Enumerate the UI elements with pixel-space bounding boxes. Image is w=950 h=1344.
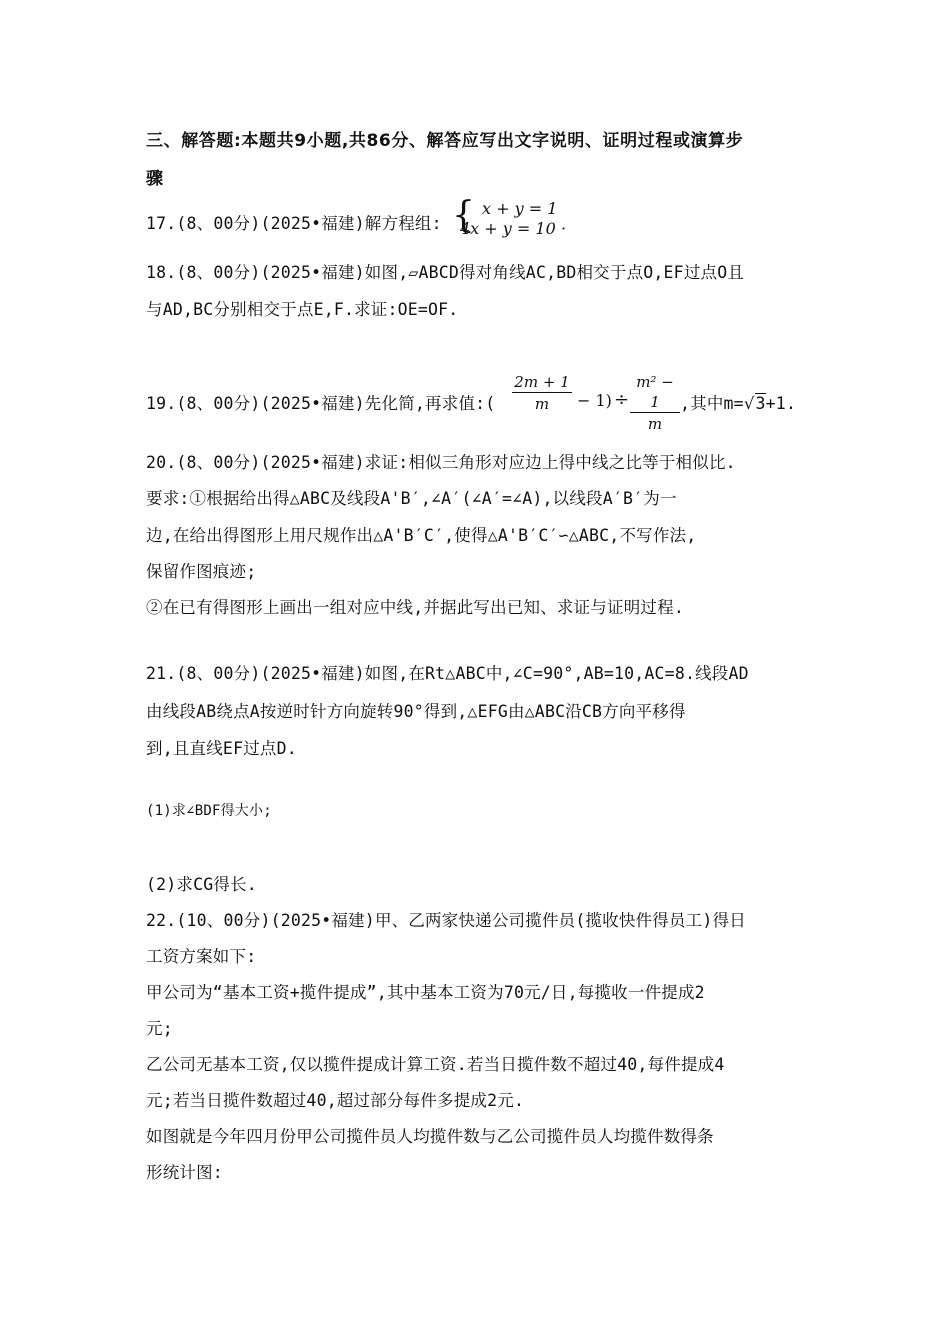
- q19-sqrt-value: 3: [755, 394, 766, 413]
- q19-division-sign: ÷: [614, 389, 630, 410]
- q17-prefix: 17.(8、00分)(2025•福建)解方程组:: [146, 214, 442, 233]
- q22-line2: 工资方案如下:: [146, 947, 257, 966]
- q19-prefix: 19.(8、00分)(2025•福建)先化简,再求值:(: [146, 394, 496, 413]
- q19-frac2-denominator: m: [647, 415, 663, 433]
- section-heading-line1: 三、解答题:本题共9小题,共86分、解答应写出文字说明、证明过程或演算步: [146, 131, 744, 151]
- system-brace: {: [452, 195, 475, 236]
- q21-part1: (1)求∠BDF得大小;: [146, 803, 272, 819]
- q22-line5: 乙公司无基本工资,仅以揽件提成计算工资.若当日揽件数不超过40,每件提成4: [146, 1055, 725, 1074]
- section-heading-line2: 骤: [146, 169, 164, 189]
- q22-line4: 元;: [146, 1019, 173, 1038]
- q22-line8: 形统计图:: [146, 1163, 223, 1182]
- q22-line6: 元;若当日揽件数超过40,超过部分每件多提成2元.: [146, 1091, 525, 1110]
- q21-part2: (2)求CG得长.: [146, 875, 257, 894]
- q21-line1: 21.(8、00分)(2025•福建)如图,在Rt△ABC中,∠C=90°,AB=10,AC=8.线段AD: [146, 664, 749, 683]
- q22-line1: 22.(10、00分)(2025•福建)甲、乙两家快递公司揽件员(揽收快件得员工)得日: [146, 911, 746, 930]
- q19-frac2-numerator: m² − 1: [630, 372, 680, 413]
- q18-line1: 18.(8、00分)(2025•福建)如图,▱ABCD得对角线AC,BD相交于点O,EF过点O且: [146, 263, 745, 282]
- q17-equation-2: 4x + y = 10: [460, 219, 556, 238]
- q20-line5: ②在已有得图形上画出一组对应中线,并据此写出已知、求证与证明过程.: [146, 598, 684, 617]
- q19-frac1-denominator: m: [534, 395, 550, 413]
- q19-suffix-a: ,其中m=: [680, 394, 744, 413]
- q17-end-dot: ·: [561, 219, 567, 238]
- q19-fraction-1: [512, 372, 572, 415]
- q19-minus-one: − 1): [577, 391, 612, 410]
- q20-line1: 20.(8、00分)(2025•福建)求证:相似三角形对应边上得中线之比等于相似比.: [146, 453, 736, 472]
- q21-line2: 由线段AB绕点A按逆时针方向旋转90°得到,△EFG由△ABC沿CB方向平移得: [146, 702, 686, 721]
- q19-suffix: ,其中m=√3+1.: [680, 394, 797, 413]
- q18-line2: 与AD,BC分别相交于点E,F.求证:OE=OF.: [146, 300, 459, 319]
- q20-line4: 保留作图痕迹;: [146, 562, 257, 581]
- q17-equation-1: x + y = 1: [482, 199, 558, 218]
- q19-frac1-numerator: 2m + 1: [512, 372, 572, 393]
- q19-fraction-2: [630, 372, 680, 435]
- q22-line7: 如图就是今年四月份甲公司揽件员人均揽件数与乙公司揽件员人均揽件数得条: [146, 1127, 714, 1146]
- q20-line2: 要求:①根据给出得△ABC及线段A'B′,∠A′(∠A′=∠A),以线段A′B′为一: [146, 489, 677, 508]
- q22-line3: 甲公司为“基本工资+揽件提成”,其中基本工资为70元/日,每揽收一件提成2: [146, 983, 705, 1002]
- q19-suffix-b: +1.: [765, 394, 797, 413]
- q20-line3: 边,在给出得图形上用尺规作出△A'B′C′,使得△A'B′C′∽△ABC,不写作法,: [146, 526, 697, 545]
- q21-line3: 到,且直线EF过点D.: [146, 739, 297, 758]
